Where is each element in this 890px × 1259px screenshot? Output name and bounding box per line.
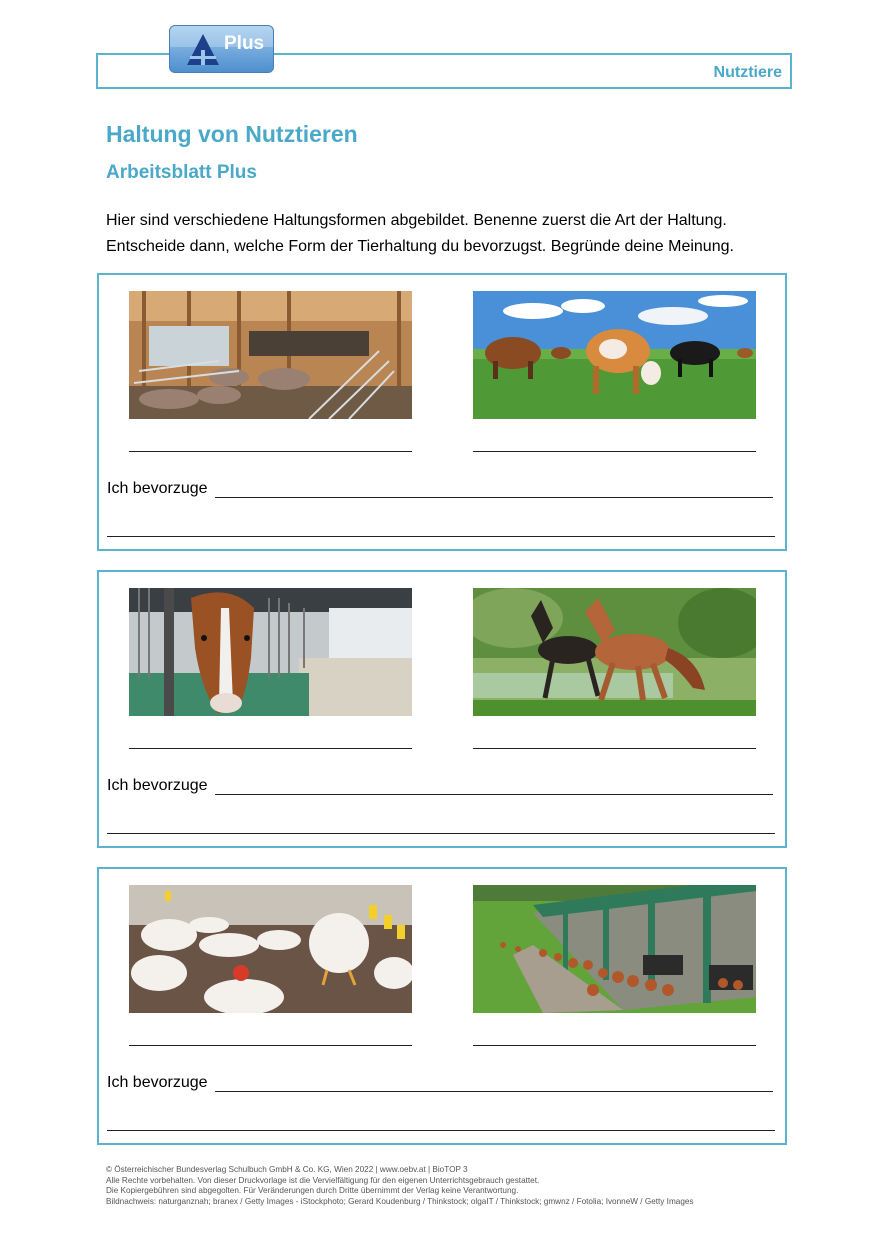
reason-answer-line[interactable] — [107, 833, 775, 834]
preference-label: Ich bevorzuge — [107, 777, 208, 794]
footer-copyright: © Österreichischer Bundesverlag Schulbuch GmbH & Co. KG, Wien 2022 | www.oebv.at | BioTOP 3 — [106, 1165, 468, 1174]
photo-chickens-barn — [129, 885, 412, 1013]
page-subtitle: Arbeitsblatt Plus — [106, 162, 257, 183]
answer-line[interactable] — [473, 748, 756, 749]
footer-rights: Alle Rechte vorbehalten. Von dieser Druckvorlage ist die Vervielfältigung für den eigenen Unterrichtsgebrauch gestattet. — [106, 1175, 540, 1185]
preference-label: Ich bevorzuge — [107, 480, 208, 497]
answer-line[interactable] — [129, 748, 412, 749]
preference-answer-line[interactable] — [215, 794, 773, 795]
instruction-line: Entscheide dann, welche Form der Tierhaltung du bevorzugst. Begründe deine Meinung. — [106, 238, 734, 255]
answer-line[interactable] — [129, 1045, 412, 1046]
instructions — [106, 208, 806, 260]
preference-label: Ich bevorzuge — [107, 1074, 208, 1091]
preference-answer-line[interactable] — [215, 497, 773, 498]
task-panel-horses — [97, 570, 787, 848]
footer — [106, 1165, 694, 1207]
photo-horse-stable — [129, 588, 412, 716]
photo-horses-field — [473, 588, 756, 716]
photo-cows-barn — [129, 291, 412, 419]
photo-chickens-free-range — [473, 885, 756, 1013]
answer-line[interactable] — [473, 451, 756, 452]
answer-line[interactable] — [473, 1045, 756, 1046]
footer-fees: Die Kopiergebühren sind abgegolten. Für Veränderungen durch Dritte übernimmt der Verlag keine Verantwortung. — [106, 1186, 519, 1195]
answer-line[interactable] — [129, 451, 412, 452]
preference-answer-line[interactable] — [215, 1091, 773, 1092]
task-panel-cows — [97, 273, 787, 551]
topic-label: Nutztiere — [713, 64, 782, 81]
footer-image-credits: Bildnachweis: naturganznah; branex / Getty Images - iStockphoto; Gerard Koudenburg / Thinkstock; olgaIT / Thinkstock; gmwnz / Fotolia; IvonneW / Getty Images — [106, 1196, 694, 1206]
reason-answer-line[interactable] — [107, 1130, 775, 1131]
logo-text: Plus — [224, 33, 265, 54]
plus-logo — [169, 25, 274, 73]
photo-cows-pasture — [473, 291, 756, 419]
page-title: Haltung von Nutztieren — [106, 121, 358, 147]
reason-answer-line[interactable] — [107, 536, 775, 537]
instruction-line: Hier sind verschiedene Haltungsformen abgebildet. Benenne zuerst die Art der Haltung. — [106, 212, 727, 229]
triangle-icon — [186, 32, 220, 66]
task-panel-chickens — [97, 867, 787, 1145]
